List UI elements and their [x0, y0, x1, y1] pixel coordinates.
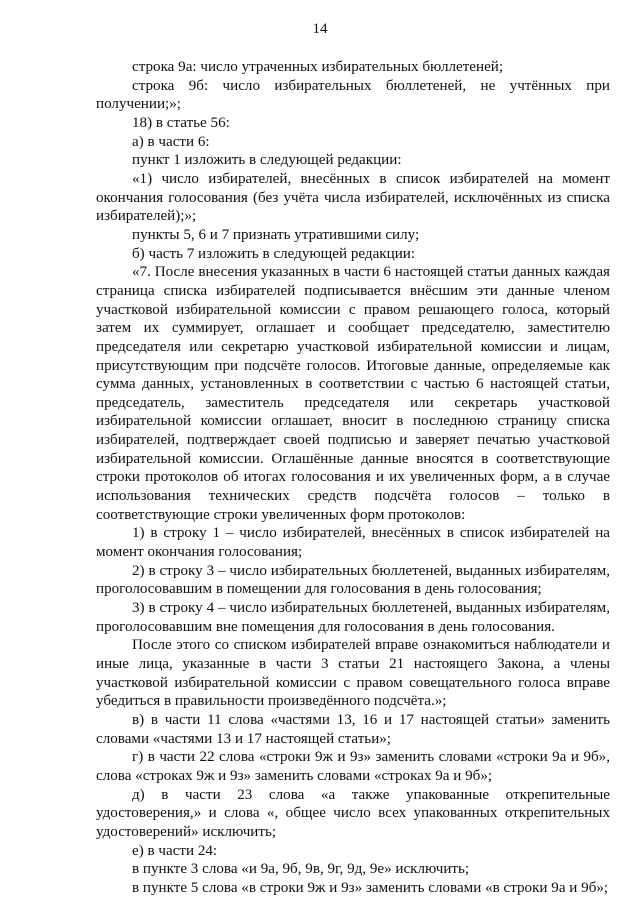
paragraph: строка 9б: число избирательных бюллетеней, не учтённых при получении;»;	[96, 77, 610, 113]
paragraph: в) в части 11 слова «частями 13, 16 и 17 настоящей статьи» заменить словами «частями 13 и 17 настоящей статьи»;	[96, 711, 610, 747]
paragraph: После этого со списком избирателей вправе ознакомиться наблюдатели и иные лица, указанные в части 3 статьи 21 настоящего Закона, а члены участковой избирательной комиссии с правом совещательного голоса вправе убедиться в правильности произведённого подсчёта.»;	[96, 637, 610, 710]
paragraph: строка 9а: число утраченных избирательных бюллетеней;	[132, 59, 504, 75]
paragraph: в пункте 5 слова «в строки 9ж и 9з» заменить словами «в строки 9а и 9б»;	[132, 879, 609, 896]
paragraph: 3) в строку 4 – число избирательных бюллетеней, выданных избирателям, проголосовавшим вне помещения для голосования в день голосования.	[96, 600, 610, 635]
paragraph: пункт 1 изложить в следующей редакции:	[132, 152, 402, 169]
paragraph: г) в части 22 слова «строки 9ж и 9з» заменить словами «строки 9а и 9б», слова «строках 9ж и 9з» заменить словами «строках 9а и 9б»;	[96, 749, 610, 784]
paragraph: «1) число избирателей, внесённых в список избирателей на момент окончания голосования (без учёта числа избирателей, исключённых из списка избирателей);»;	[96, 170, 610, 225]
paragraph: д) в части 23 слова «а также упакованные открепительные удостоверения,» и слова «, общее число всех упакованных открепительных удостоверений» исключить;	[96, 786, 610, 840]
page-number: 14	[312, 21, 328, 37]
paragraph: «7. После внесения указанных в части 6 настоящей статьи данных каждая страница списка избирателей подписывается внёсшим эти данные членом участковой избирательной комиссии с правом решающего голоса, который затем их суммирует, оглашает и сообщает председателю, заместителю председателя или секретарю участковой избирательной комиссии и лицам, присутствующим при подсчёте голосов. Итоговые данные, определяемые как сумма данных, установленных в соответствии с частью 6 настоящей статьи, председатель, заместитель председателя или секретарь участковой избирательной комиссии оглашает, вносит в последнюю страницу списка избирателей, подтверждает своей подписью и заверяет печатью участковой избирательной комиссии. Оглашённые данные вносятся в соответствующие строки протоколов об итогах голосования и их увеличенных форм, а в случае использования технических средств подсчёта голосов – только в соответствующие строки увеличенных форм протоколов:	[96, 264, 610, 523]
paragraph: 18) в статье 56:	[132, 114, 230, 131]
paragraph: 1) в строку 1 – число избирателей, внесённых в список избирателей на момент окончания голосования;	[96, 525, 610, 561]
document-body	[96, 58, 610, 898]
paragraph: а) в части 6:	[132, 133, 210, 150]
paragraph: б) часть 7 изложить в следующей редакции:	[132, 245, 416, 262]
paragraph: в пункте 3 слова «и 9а, 9б, 9в, 9г, 9д, 9е» исключить;	[132, 861, 470, 878]
paragraph: пункты 5, 6 и 7 признать утратившими силу;	[132, 226, 420, 243]
paragraph: е) в части 24:	[132, 842, 218, 859]
paragraph: 2) в строку 3 – число избирательных бюллетеней, выданных избирателям, проголосовавшим в помещении для голосования в день голосования;	[96, 562, 610, 598]
